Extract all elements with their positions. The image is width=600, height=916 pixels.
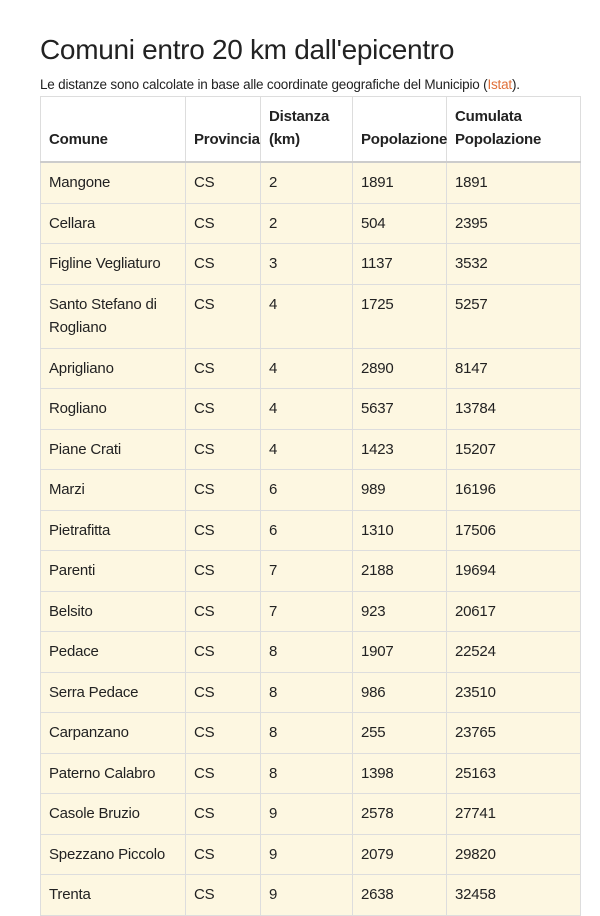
cell-popolazione: 1725 [353, 284, 447, 348]
cell-distanza: 4 [261, 348, 353, 389]
cell-cumulata-popolazione: 13784 [447, 389, 581, 430]
cell-provincia: CS [186, 672, 261, 713]
header-provincia: Provincia [186, 97, 261, 163]
cell-provincia: CS [186, 834, 261, 875]
cell-distanza: 4 [261, 389, 353, 430]
cell-distanza: 2 [261, 203, 353, 244]
cell-cumulata-popolazione: 1891 [447, 162, 581, 203]
table-row [41, 753, 581, 794]
cell-comune: Belsito [41, 591, 186, 632]
table-row [41, 510, 581, 551]
cell-provincia: CS [186, 203, 261, 244]
page-subtitle [40, 76, 520, 94]
cell-comune: Mangone [41, 162, 186, 203]
cell-comune: Parenti [41, 551, 186, 592]
cell-provincia: CS [186, 244, 261, 285]
cell-cumulata-popolazione: 2395 [447, 203, 581, 244]
cell-comune: Trenta [41, 875, 186, 916]
table-body [41, 162, 581, 915]
cell-comune: Figline Vegliaturo [41, 244, 186, 285]
cell-comune: Rogliano [41, 389, 186, 430]
cell-distanza: 6 [261, 510, 353, 551]
cell-provincia: CS [186, 753, 261, 794]
cell-comune: Serra Pedace [41, 672, 186, 713]
table-head [41, 97, 581, 163]
cell-provincia: CS [186, 875, 261, 916]
cell-cumulata-popolazione: 23765 [447, 713, 581, 754]
cell-distanza: 9 [261, 834, 353, 875]
subtitle-text: Le distanze sono calcolate in base alle coordinate geografiche del Municipio ( [40, 77, 488, 92]
table-row [41, 875, 581, 916]
cell-popolazione: 1310 [353, 510, 447, 551]
cell-provincia: CS [186, 162, 261, 203]
cell-cumulata-popolazione: 22524 [447, 632, 581, 673]
table-row [41, 632, 581, 673]
cell-provincia: CS [186, 470, 261, 511]
table-row [41, 389, 581, 430]
cell-provincia: CS [186, 284, 261, 348]
table-row [41, 203, 581, 244]
cell-provincia: CS [186, 794, 261, 835]
cell-comune: Marzi [41, 470, 186, 511]
cell-distanza: 9 [261, 794, 353, 835]
table-row [41, 591, 581, 632]
subtitle-suffix: ). [511, 77, 520, 92]
cell-popolazione: 1398 [353, 753, 447, 794]
cell-popolazione: 2638 [353, 875, 447, 916]
cell-provincia: CS [186, 348, 261, 389]
cell-cumulata-popolazione: 8147 [447, 348, 581, 389]
table-row [41, 794, 581, 835]
cell-popolazione: 2578 [353, 794, 447, 835]
cell-provincia: CS [186, 632, 261, 673]
cell-comune: Pietrafitta [41, 510, 186, 551]
cell-comune: Aprigliano [41, 348, 186, 389]
cell-comune: Santo Stefano di Rogliano [41, 284, 186, 348]
cell-distanza: 7 [261, 591, 353, 632]
cell-popolazione: 255 [353, 713, 447, 754]
cell-popolazione: 986 [353, 672, 447, 713]
header-distanza: Distanza (km) [261, 97, 353, 163]
cell-provincia: CS [186, 551, 261, 592]
header-popolazione: Popolazione [353, 97, 447, 163]
table-row [41, 713, 581, 754]
cell-comune: Paterno Calabro [41, 753, 186, 794]
cell-cumulata-popolazione: 17506 [447, 510, 581, 551]
cell-cumulata-popolazione: 29820 [447, 834, 581, 875]
istat-link[interactable]: Istat [487, 77, 512, 92]
cell-cumulata-popolazione: 25163 [447, 753, 581, 794]
table-row [41, 672, 581, 713]
cell-popolazione: 504 [353, 203, 447, 244]
cell-distanza: 2 [261, 162, 353, 203]
cell-popolazione: 5637 [353, 389, 447, 430]
table-row [41, 348, 581, 389]
cell-distanza: 7 [261, 551, 353, 592]
cell-provincia: CS [186, 510, 261, 551]
cell-distanza: 4 [261, 429, 353, 470]
table-row [41, 470, 581, 511]
table-row [41, 284, 581, 348]
table-row [41, 244, 581, 285]
cell-provincia: CS [186, 429, 261, 470]
cell-popolazione: 2079 [353, 834, 447, 875]
cell-distanza: 8 [261, 713, 353, 754]
cell-cumulata-popolazione: 27741 [447, 794, 581, 835]
cell-popolazione: 1423 [353, 429, 447, 470]
cell-cumulata-popolazione: 19694 [447, 551, 581, 592]
cell-comune: Pedace [41, 632, 186, 673]
table-row [41, 162, 581, 203]
table-row [41, 834, 581, 875]
cell-cumulata-popolazione: 5257 [447, 284, 581, 348]
cell-provincia: CS [186, 591, 261, 632]
table-header-row [41, 97, 581, 163]
cell-popolazione: 2188 [353, 551, 447, 592]
cell-popolazione: 1137 [353, 244, 447, 285]
cell-comune: Spezzano Piccolo [41, 834, 186, 875]
cell-distanza: 3 [261, 244, 353, 285]
cell-provincia: CS [186, 389, 261, 430]
cell-cumulata-popolazione: 16196 [447, 470, 581, 511]
cell-distanza: 8 [261, 672, 353, 713]
table-row [41, 429, 581, 470]
cell-popolazione: 1891 [353, 162, 447, 203]
cell-popolazione: 923 [353, 591, 447, 632]
cell-distanza: 8 [261, 632, 353, 673]
header-cumulata-popolazione: Cumulata Popolazione [447, 97, 581, 163]
page-title: Comuni entro 20 km dall'epicentro [40, 34, 455, 65]
cell-provincia: CS [186, 713, 261, 754]
cell-popolazione: 1907 [353, 632, 447, 673]
cell-popolazione: 989 [353, 470, 447, 511]
comuni-table [40, 96, 581, 916]
cell-cumulata-popolazione: 20617 [447, 591, 581, 632]
cell-comune: Casole Bruzio [41, 794, 186, 835]
table-row [41, 551, 581, 592]
cell-distanza: 8 [261, 753, 353, 794]
cell-comune: Piane Crati [41, 429, 186, 470]
cell-popolazione: 2890 [353, 348, 447, 389]
cell-distanza: 9 [261, 875, 353, 916]
cell-comune: Carpanzano [41, 713, 186, 754]
cell-cumulata-popolazione: 3532 [447, 244, 581, 285]
cell-cumulata-popolazione: 32458 [447, 875, 581, 916]
header-comune: Comune [41, 97, 186, 163]
cell-distanza: 4 [261, 284, 353, 348]
cell-cumulata-popolazione: 23510 [447, 672, 581, 713]
cell-distanza: 6 [261, 470, 353, 511]
cell-cumulata-popolazione: 15207 [447, 429, 581, 470]
cell-comune: Cellara [41, 203, 186, 244]
